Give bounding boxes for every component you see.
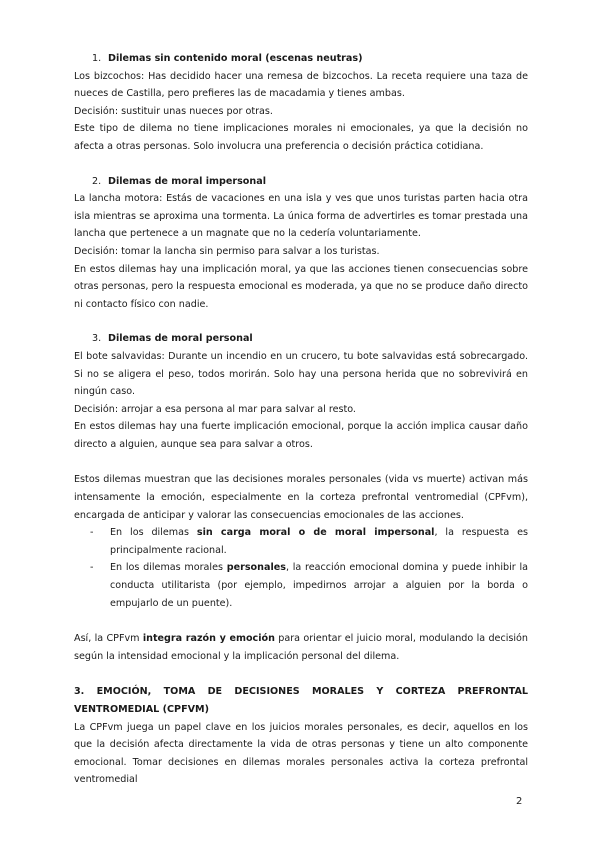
bullet-item — [74, 559, 528, 612]
page-content — [74, 50, 528, 789]
bullet-emphasis: sin carga moral o de moral impersonal — [196, 527, 435, 539]
spacer — [74, 665, 528, 683]
section-title: Dilemas sin contenido moral (escenas neutras) — [108, 53, 363, 64]
paragraph: La lancha motora: Estás de vacaciones en una isla y ves que unos turistas parten hacia otra isla mientras se aproxima una tormenta. La única forma de advertirles es tomar prestada una lancha que pertenece a un magnate que no la cedería voluntariamente. — [74, 193, 528, 240]
chapter-heading: 3. EMOCIÓN, TOMA DE DECISIONES MORALES Y CORTEZA PREFRONTAL VENTROMEDIAL (CPFVM) — [74, 686, 528, 715]
paragraph: El bote salvavidas: Durante un incendio en un crucero, tu bote salvavidas está sobrecargado. Si no se aligera el peso, todos morirán. Solo hay una persona herida que no sobrevivirá en ningún caso. — [74, 350, 528, 398]
spacer — [74, 313, 528, 330]
paragraph: Este tipo de dilema no tiene implicaciones morales ni emocionales, ya que la decisión no afecta a otras personas. Solo involucra una preferencia o decisión práctica cotidiana. — [74, 123, 528, 152]
bullet-text: En los dilemas morales — [110, 562, 227, 574]
bullet-emphasis: personales — [226, 562, 286, 574]
closing-emphasis: integra razón y emoción — [142, 633, 275, 645]
paragraph: En estos dilemas hay una fuerte implicación emocional, porque la acción implica causar daño directo a alguien, aunque sea para salvar a otros. — [74, 421, 528, 450]
paragraph: Decisión: sustituir unas nueces por otras. — [74, 105, 273, 117]
section-heading-1 — [74, 50, 528, 68]
page-number: 2 — [516, 796, 523, 807]
bullet-marker: - — [90, 562, 94, 574]
summary-closing — [74, 630, 528, 665]
section-number: 1. — [92, 53, 102, 64]
chapter-paragraph: La CPFvm juega un papel clave en los juicios morales personales, es decir, aquellos en los que la decisión afecta directamente la vida de otras personas y tiene un alto componente emocional. Tomar decisiones en dilemas morales personales activa la corteza prefrontal ventromedial — [74, 721, 528, 786]
spacer — [74, 612, 528, 630]
bullet-text: En los dilemas — [110, 527, 197, 539]
paragraph: Los bizcochos: Has decidido hacer una remesa de bizcochos. La receta requiere una taza de nueces de Castilla, pero prefieres las de macadamia y tienes ambas. — [74, 70, 528, 100]
spacer — [74, 453, 528, 471]
section-heading-3 — [74, 330, 528, 348]
paragraph: Decisión: tomar la lancha sin permiso para salvar a los turistas. — [74, 245, 380, 257]
paragraph: En estos dilemas hay una implicación moral, ya que las acciones tienen consecuencias sobre otras personas, pero la respuesta emocional es moderada, ya que no se produce daño directo ni contacto físico con nadie. — [74, 263, 528, 310]
spacer — [74, 156, 528, 173]
section-number: 3. — [92, 333, 102, 345]
summary-intro: Estos dilemas muestran que las decisiones morales personales (vida vs muerte) activan más intensamente la emoción, especialmente en la corteza prefrontal ventromedial (CPFvm), encargada de anticipar y valorar las consecuencias emocionales de las acciones. — [74, 474, 528, 521]
closing-text: para orientar el juicio moral, modulando la decisión según la intensidad emocional y la implicación personal del dilema. — [74, 633, 528, 662]
section-heading-2 — [74, 173, 528, 191]
section-title: Dilemas de moral impersonal — [108, 175, 266, 187]
section-title: Dilemas de moral personal — [108, 333, 253, 345]
bullet-text: , la respuesta es principalmente racional. — [110, 527, 529, 556]
bullet-text: , la reacción emocional domina y puede inhibir la conducta utilitarista (por ejemplo, impedirnos arrojar a alguien por la borda o empujarlo de un puente). — [110, 562, 528, 609]
bullet-marker: - — [90, 527, 94, 539]
section-number: 2. — [92, 175, 102, 187]
closing-text: Así, la CPFvm — [74, 633, 143, 645]
paragraph: Decisión: arrojar a esa persona al mar para salvar al resto. — [74, 403, 356, 415]
bullet-item — [74, 524, 528, 559]
bullet-list — [74, 524, 528, 612]
